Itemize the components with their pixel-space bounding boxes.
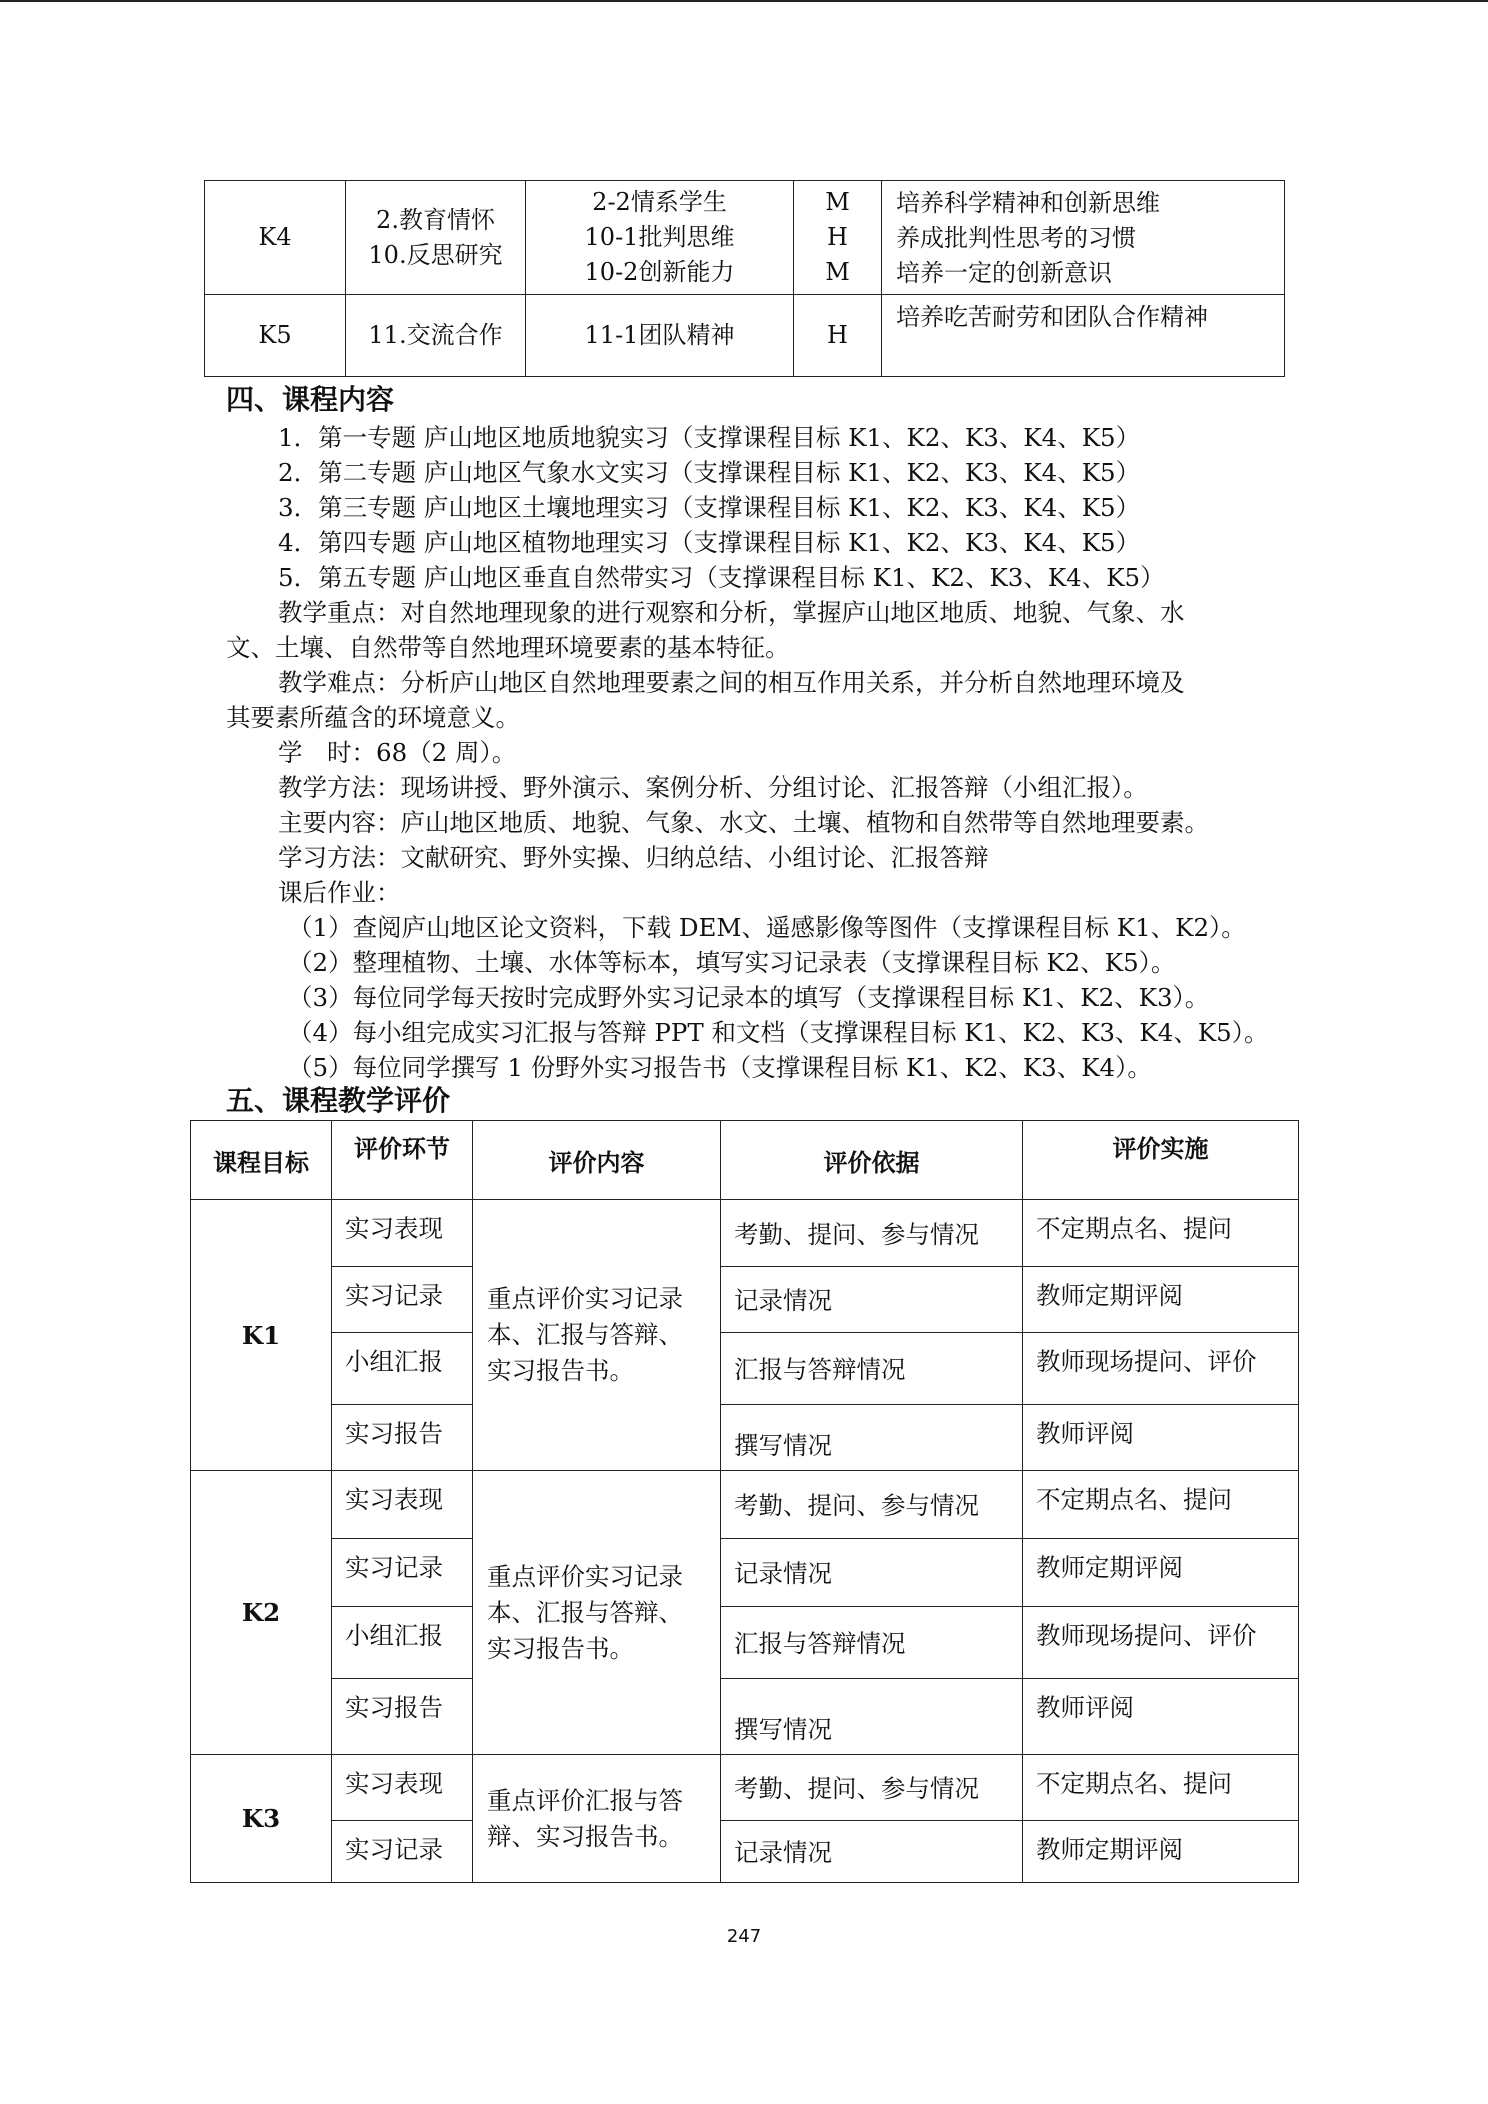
- implementation-cell: 教师定期评阅: [1023, 1267, 1299, 1333]
- homework-item: （2）整理植物、土壤、水体等标本，填写实习记录表（支撑课程目标 K2、K5）。: [288, 948, 1176, 977]
- column-header: 评价内容: [473, 1121, 721, 1200]
- basis-cell: 记录情况: [721, 1539, 1023, 1607]
- key-points-line: 文、土壤、自然带等自然地理环境要素的基本特征。: [226, 633, 790, 662]
- table-row: [191, 1333, 1299, 1405]
- implementation-cell: 教师定期评阅: [1023, 1821, 1299, 1883]
- description-cell: 培养吃苦耐劳和团队合作精神: [882, 295, 1285, 377]
- goal-cell: K4: [205, 181, 346, 295]
- page-number: 247: [726, 1926, 762, 1947]
- implementation-cell: 不定期点名、提问: [1023, 1200, 1299, 1267]
- table-row: [205, 295, 1285, 377]
- table-row: [191, 1267, 1299, 1333]
- key-points-line: 教学重点：对自然地理现象的进行观察和分析，掌握庐山地区地质、地貌、气象、水: [278, 598, 1185, 627]
- basis-cell: 撰写情况: [721, 1405, 1023, 1471]
- table-row: [191, 1679, 1299, 1755]
- goal-cell: K2: [191, 1471, 332, 1755]
- difficulties-line: 其要素所蕴含的环境意义。: [226, 703, 520, 732]
- table-row: [191, 1539, 1299, 1607]
- content-cell: 重点评价实习记录 本、汇报与答辩、 实习报告书。: [473, 1200, 721, 1471]
- section-heading-course-content: 四、课程内容: [226, 383, 395, 416]
- stage-cell: 实习表现: [332, 1200, 473, 1267]
- content-cell: 重点评价汇报与答 辩、实习报告书。: [473, 1755, 721, 1883]
- section-heading-evaluation: 五、课程教学评价: [226, 1084, 451, 1117]
- stage-cell: 小组汇报: [332, 1607, 473, 1679]
- homework-item: （3）每位同学每天按时完成野外实习记录本的填写（支撑课程目标 K1、K2、K3）。: [288, 983, 1210, 1012]
- indicator-cell: 11-1团队精神: [526, 295, 794, 377]
- basis-cell: 撰写情况: [721, 1679, 1023, 1755]
- implementation-cell: 教师评阅: [1023, 1405, 1299, 1471]
- stage-cell: 实习记录: [332, 1539, 473, 1607]
- goal-cell: K5: [205, 295, 346, 377]
- basis-cell: 考勤、提问、参与情况: [721, 1200, 1023, 1267]
- objectives-table: [204, 180, 1285, 377]
- basis-cell: 考勤、提问、参与情况: [721, 1471, 1023, 1539]
- basis-cell: 考勤、提问、参与情况: [721, 1755, 1023, 1821]
- stage-cell: 实习报告: [332, 1679, 473, 1755]
- implementation-cell: 教师评阅: [1023, 1679, 1299, 1755]
- stage-cell: 实习表现: [332, 1471, 473, 1539]
- content-cell: 重点评价实习记录 本、汇报与答辩、 实习报告书。: [473, 1471, 721, 1755]
- table-row: [191, 1471, 1299, 1539]
- homework-label: 课后作业：: [278, 878, 401, 907]
- implementation-cell: 不定期点名、提问: [1023, 1755, 1299, 1821]
- topic-item: 2．第二专题 庐山地区气象水文实习（支撑课程目标 K1、K2、K3、K4、K5）: [278, 458, 1141, 487]
- stage-cell: 实习报告: [332, 1405, 473, 1471]
- requirement-cell: 2.教育情怀 10.反思研究: [346, 181, 526, 295]
- requirement-cell: 11.交流合作: [346, 295, 526, 377]
- topic-item: 3．第三专题 庐山地区土壤地理实习（支撑课程目标 K1、K2、K3、K4、K5）: [278, 493, 1141, 522]
- goal-cell: K3: [191, 1755, 332, 1883]
- table-row: [191, 1200, 1299, 1267]
- table-row: [205, 181, 1285, 295]
- topic-item: 1．第一专题 庐山地区地质地貌实习（支撑课程目标 K1、K2、K3、K4、K5）: [278, 423, 1141, 452]
- table-row: [191, 1405, 1299, 1471]
- stage-cell: 实习记录: [332, 1821, 473, 1883]
- difficulties-line: 教学难点：分析庐山地区自然地理要素之间的相互作用关系，并分析自然地理环境及: [278, 668, 1185, 697]
- table-row: [191, 1607, 1299, 1679]
- teaching-methods: 教学方法：现场讲授、野外演示、案例分析、分组讨论、汇报答辩（小组汇报）。: [278, 773, 1148, 802]
- basis-cell: 记录情况: [721, 1821, 1023, 1883]
- stage-cell: 实习记录: [332, 1267, 473, 1333]
- indicator-cell: 2-2情系学生 10-1批判思维 10-2创新能力: [526, 181, 794, 295]
- page-top-border: [0, 0, 1488, 2]
- basis-cell: 汇报与答辩情况: [721, 1607, 1023, 1679]
- table-row: [191, 1755, 1299, 1821]
- support-level-cell: H: [794, 295, 882, 377]
- table-header-row: [191, 1121, 1299, 1200]
- description-cell: 培养科学精神和创新思维 养成批判性思考的习惯 培养一定的创新意识: [882, 181, 1285, 295]
- topic-item: 4．第四专题 庐山地区植物地理实习（支撑课程目标 K1、K2、K3、K4、K5）: [278, 528, 1141, 557]
- column-header: 评价依据: [721, 1121, 1023, 1200]
- basis-cell: 汇报与答辩情况: [721, 1333, 1023, 1405]
- table-row: [191, 1821, 1299, 1883]
- learning-methods: 学习方法：文献研究、野外实操、归纳总结、小组讨论、汇报答辩: [278, 843, 989, 872]
- stage-cell: 实习表现: [332, 1755, 473, 1821]
- homework-item: （1）查阅庐山地区论文资料，下载 DEM、遥感影像等图件（支撑课程目标 K1、K2）。: [288, 913, 1246, 942]
- evaluation-table: [190, 1120, 1299, 1883]
- course-content-body: [226, 420, 1286, 1085]
- topic-item: 5．第五专题 庐山地区垂直自然带实习（支撑课程目标 K1、K2、K3、K4、K5）: [278, 563, 1165, 592]
- main-content: 主要内容：庐山地区地质、地貌、气象、水文、土壤、植物和自然带等自然地理要素。: [278, 808, 1209, 837]
- homework-item: （4）每小组完成实习汇报与答辩 PPT 和文档（支撑课程目标 K1、K2、K3、K4、K5）。: [288, 1018, 1269, 1047]
- basis-cell: 记录情况: [721, 1267, 1023, 1333]
- implementation-cell: 教师现场提问、评价: [1023, 1607, 1299, 1679]
- support-level-cell: M H M: [794, 181, 882, 295]
- homework-item: （5）每位同学撰写 1 份野外实习报告书（支撑课程目标 K1、K2、K3、K4）。: [288, 1053, 1152, 1082]
- column-header: 评价实施: [1023, 1121, 1299, 1200]
- column-header: 评价环节: [332, 1121, 473, 1200]
- goal-cell: K1: [191, 1200, 332, 1471]
- implementation-cell: 教师定期评阅: [1023, 1539, 1299, 1607]
- implementation-cell: 不定期点名、提问: [1023, 1471, 1299, 1539]
- class-hours: 学 时：68（2 周）。: [278, 738, 517, 767]
- implementation-cell: 教师现场提问、评价: [1023, 1333, 1299, 1405]
- stage-cell: 小组汇报: [332, 1333, 473, 1405]
- column-header: 课程目标: [191, 1121, 332, 1200]
